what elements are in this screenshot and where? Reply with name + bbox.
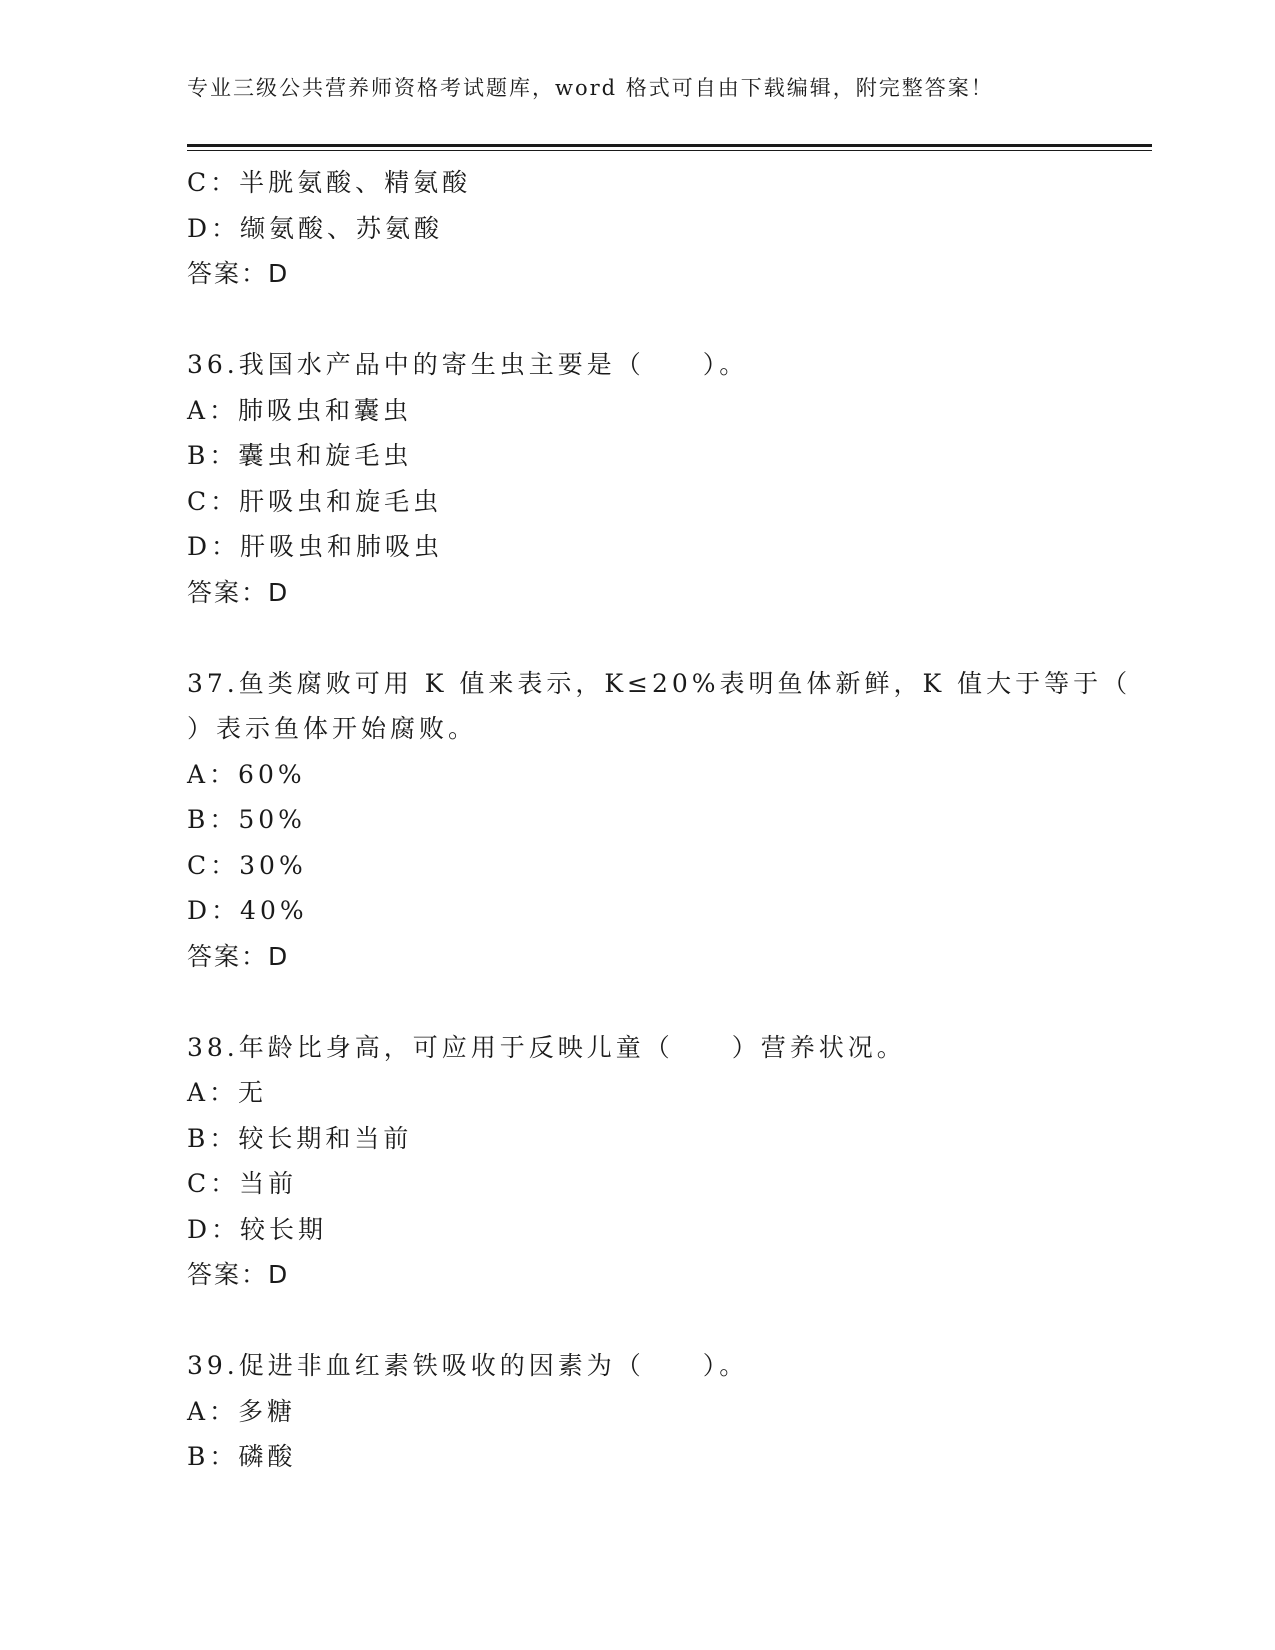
answer-line: 答案：D [187,1260,290,1289]
option-d: D：40% [187,896,308,925]
question-39 [187,1343,1087,1480]
option-d: D：较长期 [187,1214,328,1244]
header-rule-thin [187,150,1152,151]
answer-line: 答案：D [187,941,290,971]
question-stem: 37.鱼类腐败可用 K 值来表示，K≤20%表明鱼体新鲜，K 值大于等于（ [187,668,1132,698]
answer-line: 答案：D [187,259,290,288]
option-b: B：50% [187,805,306,834]
option-c: C：30% [187,850,307,880]
question-list [187,160,1132,1480]
option-b: B：囊虫和旋毛虫 [187,441,413,470]
option-d: D：肝吸虫和肺吸虫 [187,532,444,561]
question-stem: 39.促进非血红素铁吸收的因素为（ ）。 [187,1351,749,1380]
question-stem: 36.我国水产品中的寄生虫主要是（ ）。 [187,350,749,379]
question-37 [187,661,1132,980]
option-c: C：肝吸虫和旋毛虫 [187,486,443,516]
document-header: 专业三级公共营养师资格考试题库，word 格式可自由下载编辑，附完整答案！ [187,76,994,100]
option-a: A：多糖 [187,1396,297,1426]
option-b: B：较长期和当前 [187,1123,413,1153]
option-c: C：当前 [187,1169,298,1198]
option-d: D：缬氨酸、苏氨酸 [187,213,444,243]
option-a: A：60% [187,759,306,789]
question-stem-continued: ）表示鱼体开始腐败。 [187,714,478,743]
option-b: B：磷酸 [187,1442,297,1471]
question-35-continued [187,160,1087,297]
question-stem: 38.年龄比身高，可应用于反映儿童（ ）营养状况。 [187,1032,906,1062]
option-a: A：肺吸虫和囊虫 [187,395,413,425]
answer-line: 答案：D [187,577,290,607]
question-38 [187,1025,1087,1298]
option-c: C：半胱氨酸、精氨酸 [187,168,472,197]
option-a: A：无 [187,1078,268,1107]
header-rule-thick [187,144,1152,147]
question-36 [187,342,1087,615]
